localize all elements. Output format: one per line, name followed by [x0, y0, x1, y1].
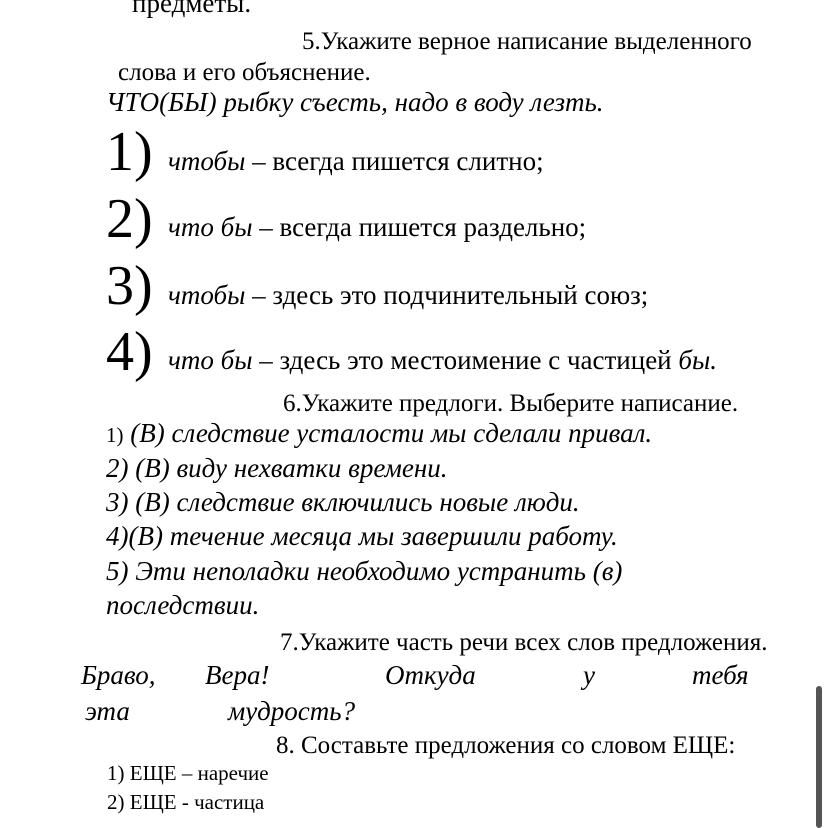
option-number: 1): [106, 121, 153, 183]
q6-item-5-line1: 5) Эти неполадки необходимо устранить (в): [106, 556, 623, 586]
q8-item-2: 2) ЕЩЕ - частица: [107, 790, 265, 814]
q7-word-2: Вера!: [205, 660, 270, 690]
q7-word-1: Браво,: [81, 660, 156, 690]
option-number: 4): [106, 321, 153, 383]
top-fragment: предметы.: [132, 0, 252, 18]
option-word: чтобы: [168, 146, 246, 176]
option-word: чтобы: [168, 280, 246, 310]
q7-word-5: тебя: [692, 660, 749, 690]
option-tail: бы.: [678, 345, 718, 375]
q5-title-cont: слова и его объяснение.: [118, 59, 371, 86]
option-text: [168, 148, 544, 175]
option-text: [168, 347, 717, 374]
q8-item-1: 1) ЕЩЕ – наречие: [107, 761, 269, 785]
option-word: что бы: [168, 212, 253, 242]
item-text: (В) следствие усталости мы сделали привал.: [130, 418, 653, 448]
q6-item-1: [106, 420, 652, 447]
option-text: [168, 214, 586, 241]
q6-item-4: 4)(В) течение месяца мы завершили работу.: [106, 521, 618, 551]
q7-word-4: у: [583, 660, 595, 690]
option-explanation: – всегда пишется раздельно;: [252, 212, 587, 242]
option-explanation: – здесь это местоимение с частицей: [252, 345, 679, 375]
q6-item-5-line2: последствии.: [106, 590, 260, 620]
q7-title: 7.Укажите часть речи всех слов предложения.: [280, 629, 768, 656]
q7-word-6: эта: [85, 696, 130, 726]
q6-item-3: 3) (В) следствие включились новые люди.: [106, 487, 580, 517]
option-explanation: – всегда пишется слитно;: [245, 146, 544, 176]
option-number: 3): [106, 255, 153, 317]
option-number: 2): [106, 188, 153, 250]
q5-sentence: ЧТО(БЫ) рыбку съесть, надо в воду лезть.: [106, 87, 604, 117]
q6-title: 6.Укажите предлоги. Выберите написание.: [283, 390, 739, 417]
q7-word-3: Откуда: [385, 660, 476, 690]
option-explanation: – здесь это подчинительный союз;: [245, 280, 649, 310]
item-number: 1): [106, 423, 124, 447]
q6-item-2: 2) (В) виду нехватки времени.: [106, 453, 448, 483]
q7-word-7: мудрость?: [228, 696, 356, 726]
q8-title: 8. Составьте предложения со словом ЕЩЕ:: [276, 732, 736, 759]
scrollbar[interactable]: [816, 686, 822, 828]
q5-title: 5.Укажите верное написание выделенного: [302, 28, 752, 55]
option-word: что бы: [168, 345, 253, 375]
option-text: [168, 282, 648, 309]
